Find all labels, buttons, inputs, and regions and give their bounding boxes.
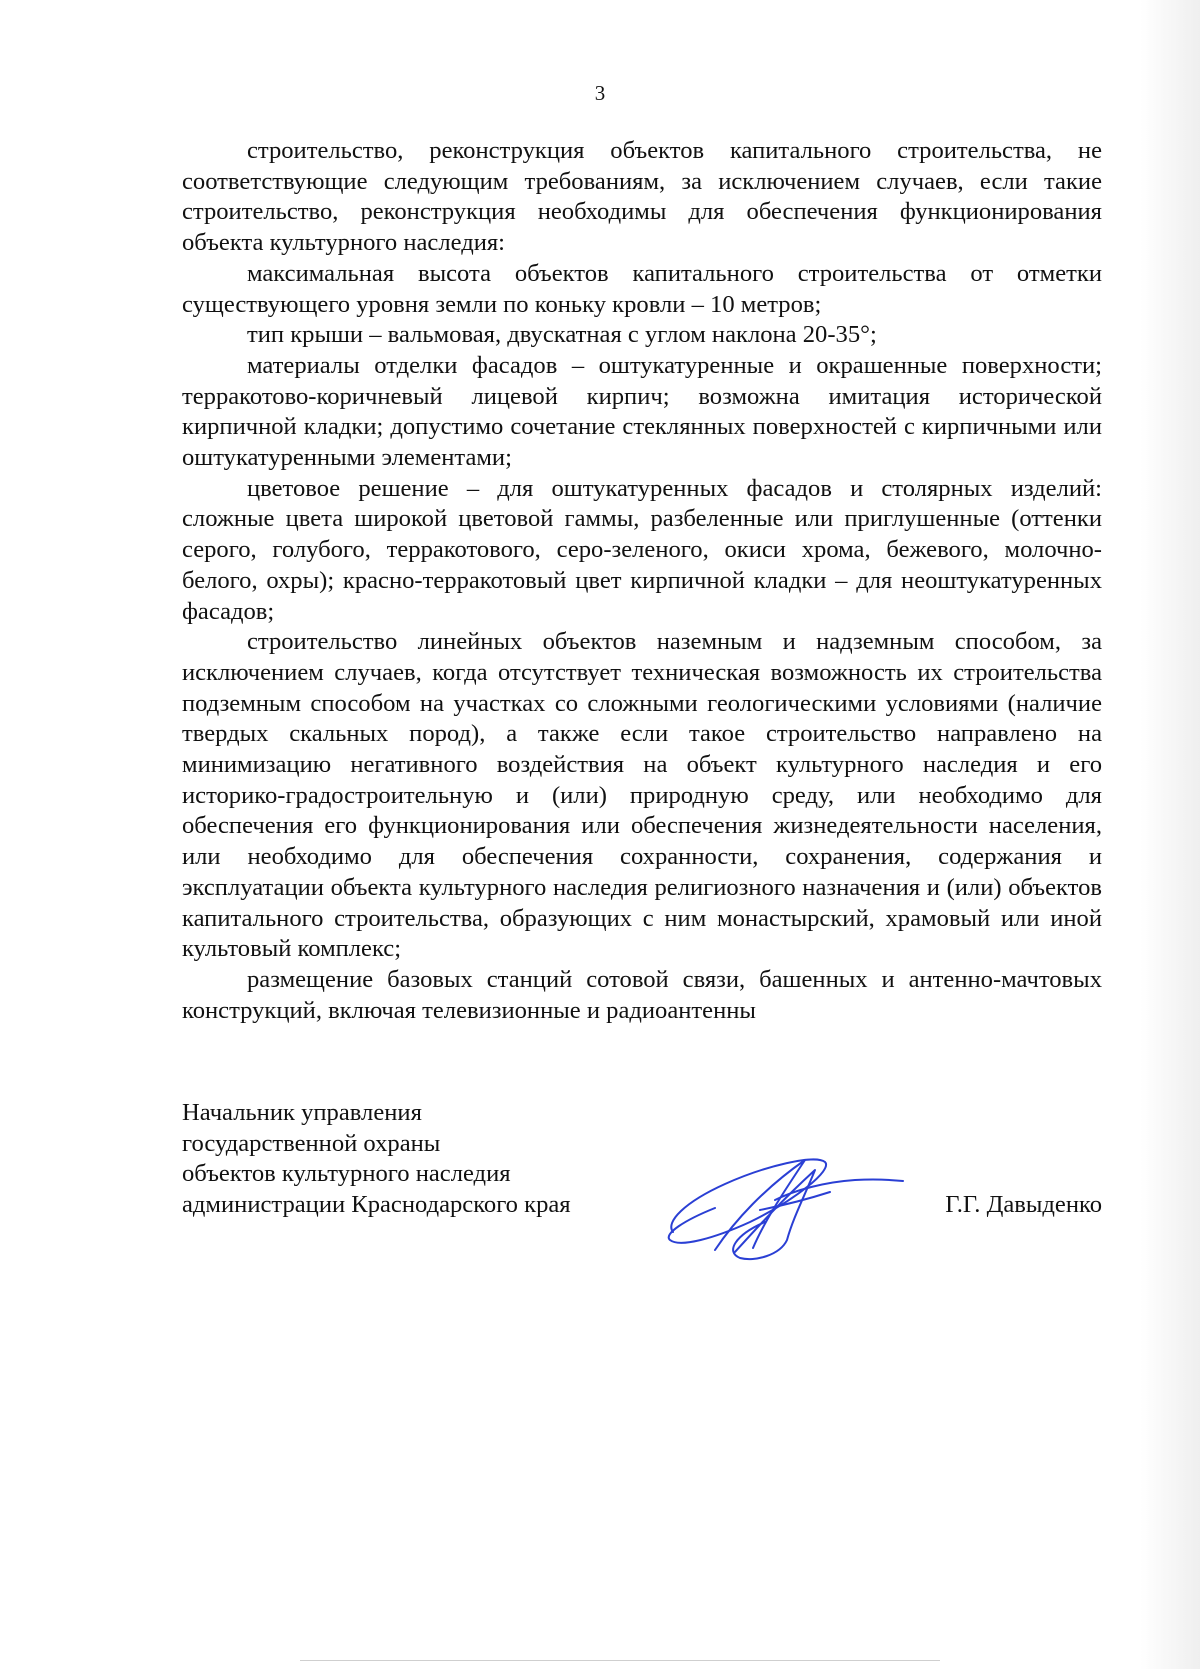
- bottom-scan-line: [300, 1660, 940, 1661]
- handwritten-signature: [655, 1140, 905, 1270]
- page-edge-shadow: [1140, 0, 1200, 1669]
- signer-position-line: администрации Краснодарского края: [182, 1191, 571, 1219]
- signature-stroke: [760, 1192, 830, 1210]
- paragraph-construction-requirements: строительство, реконструкция объектов капитального строительства, не соответствующие следующим требованиям, за исключением случаев, если такие строительство, реконструкция необходимы для обеспечения функционирования объекта культурного наследия:: [182, 137, 1102, 257]
- signature-block: [182, 1098, 1102, 1278]
- paragraph-color-scheme: цветовое решение – для оштукатуренных фасадов и столярных изделий: сложные цвета широкой цветовой гаммы, разбеленные или приглушенные (оттенки серого, голубого, терракотового, серо-зеленого, окиси хрома, бежевого, молочно-белого, охры); красно-терракотовый цвет кирпичной кладки – для неоштукатуренных фасадов;: [182, 474, 1102, 625]
- signer-name: Г.Г. Давыденко: [945, 1191, 1102, 1218]
- paragraph-facade-materials: материалы отделки фасадов – оштукатуренные и окрашенные поверхности; терракотово-коричневый лицевой кирпич; возможна имитация исторической кирпичной кладки; допустимо сочетание стеклянных поверхностей с кирпичными или оштукатуренными элементами;: [182, 351, 1102, 472]
- paragraph-linear-objects: строительство линейных объектов наземным и надземным способом, за исключением случаев, когда отсутствует техническая возможность их строительства подземным способом на участках со сложными геологическими условиями (наличие твердых скальных пород), а также если такое строительство направлено на минимизацию негативного воздействия на объект культурного наследия и его историко-градостроительную и (или) природную среду, или необходимо для обеспечения его функционирования или обеспечения жизнедеятельности населения, или необходимо для обеспечения сохранности, сохранения, содержания и эксплуатации объекта культурного наследия религиозного назначения и (или) объектов капитального строительства, образующих с ним монастырский, храмовый или иной культовый комплекс;: [182, 628, 1102, 963]
- signer-position-line: объектов культурного наследия: [182, 1160, 511, 1188]
- page-number: 3: [594, 81, 606, 105]
- paragraph-base-stations: размещение базовых станций сотовой связи, башенных и антенно-мачтовых конструкций, включая телевизионные и радиоантенны: [182, 965, 1102, 1024]
- paragraph-max-height: максимальная высота объектов капитального строительства от отметки существующего уровня земли по коньку кровли – 10 метров;: [182, 259, 1102, 318]
- signature-stroke: [715, 1160, 805, 1250]
- signer-position: [182, 1098, 662, 1221]
- signer-position-line: государственной охраны: [182, 1129, 441, 1157]
- paragraph-roof-type: тип крыши – вальмовая, двускатная с углом наклона 20-35°;: [247, 321, 877, 349]
- document-body: [182, 136, 1102, 1026]
- signer-position-line: Начальник управления: [182, 1099, 422, 1126]
